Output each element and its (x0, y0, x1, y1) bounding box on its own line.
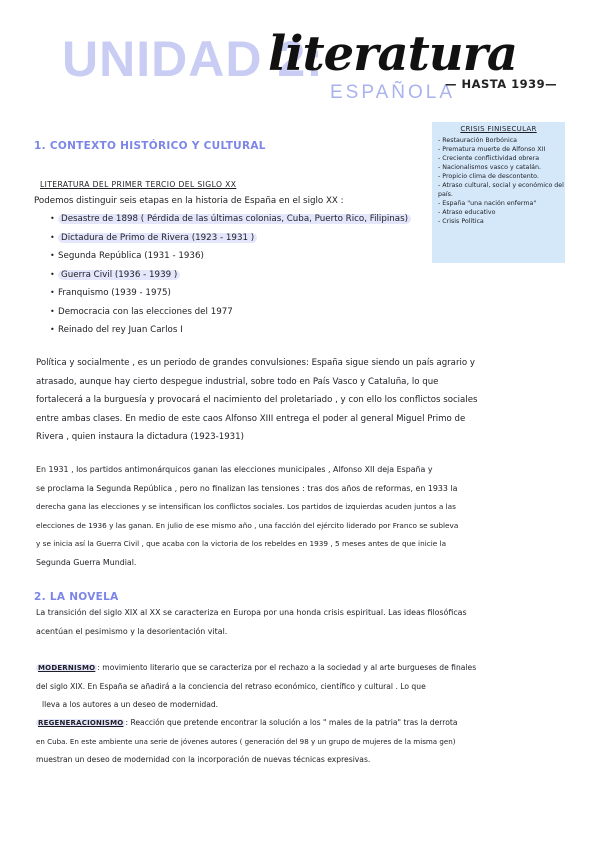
section2-heading: 2. LA NOVELA (34, 591, 119, 603)
paragraph-line: En 1931 , los partidos antimonárquicos ganan las elecciones municipales , Alfonso XII deja España y (36, 465, 433, 474)
paragraph-line: Rivera , quien instaura la dictadura (1923-1931) (36, 432, 244, 442)
period-item (50, 268, 450, 287)
espanola-subtitle: ESPAÑOLA (330, 82, 456, 103)
paragraph-line: Segunda Guerra Mundial. (36, 557, 137, 567)
crisis-item: - Propicio clima de descontento. (438, 172, 565, 181)
regeneracionismo-def: : Reacción que pretende encontrar la solución a los " males de la patria" tras la derrota (125, 718, 458, 727)
paragraph-line: en Cuba. En este ambiente una serie de jóvenes autores ( generación del 98 y un grupo de mujeres de la misma gen) (36, 736, 456, 746)
crisis-item: - Restauración Borbónica (438, 136, 565, 145)
period-label: Democracia con las elecciones del 1977 (58, 306, 233, 317)
paragraph-line: atrasado, aunque hay cierto despegue industrial, sobre todo en País Vasco y Cataluña, lo que (36, 376, 439, 387)
crisis-item: - Creciente conflictividad obrera (438, 154, 565, 163)
modernismo-block (36, 659, 576, 715)
paragraph-line: se proclama la Segunda República , pero no finalizan las tensiones : tras dos años de reformas, en 1933 la (36, 483, 458, 493)
period-item (50, 249, 450, 268)
period-item (50, 286, 450, 305)
section1-intro: Podemos distinguir seis etapas en la historia de España en el siglo XX : (34, 196, 344, 206)
modernismo-def: : movimiento literario que se caracteriza por el rechazo a la sociedad y al arte burgueses de finales (97, 663, 477, 672)
period-item (50, 323, 450, 342)
paragraph-line: y se inicia así la Guerra Civil , que acaba con la victoria de los rebeldes en 1939 , 5 meses antes de que inicie la (36, 539, 447, 548)
crisis-box-title: CRISIS FINISECULAR (460, 125, 537, 133)
paragraph-line: lleva a los autores a un deseo de modernidad. (42, 700, 219, 709)
paragraph-line (36, 659, 576, 678)
unit-title: UNIDAD 2: (62, 31, 324, 87)
regeneracionismo-term: REGENERACIONISMO (38, 719, 124, 727)
crisis-item: - Atraso cultural, social y económico del país. (438, 181, 565, 199)
novela-intro (36, 604, 576, 641)
period-label: Franquismo (1939 - 1975) (58, 288, 171, 298)
paragraph-line: acentúan el pesimismo y la desorientación vital. (36, 626, 228, 636)
period-item (50, 212, 450, 231)
period-label: Segunda República (1931 - 1936) (58, 251, 204, 261)
paragraph-politica (36, 354, 571, 447)
period-label: Desastre de 1898 ( Pérdida de las últimas colonias, Cuba, Puerto Rico, Filipinas) (58, 214, 411, 224)
crisis-item: - Crisis Política (438, 217, 565, 226)
paragraph-line: entre ambas clases. En medio de este caos Alfonso XIII entrega el poder al general Miguel Primo de (36, 413, 466, 424)
crisis-item: - Prematura muerte de Alfonso XII (438, 145, 565, 154)
paragraph-1931 (36, 461, 576, 572)
period-item (50, 305, 450, 324)
literatura-title: literatura (268, 26, 518, 82)
period-label: Dictadura de Primo de Rivera (1923 - 1931 ) (58, 233, 257, 243)
paragraph-line: muestran un deseo de modernidad con la incorporación de nuevas técnicas expresivas. (36, 755, 371, 764)
regeneracionismo-block (36, 714, 576, 770)
modernismo-term: MODERNISMO (38, 664, 96, 672)
crisis-item: - Atraso educativo (438, 208, 565, 217)
crisis-item: - España "una nación enferma" (438, 199, 565, 208)
crisis-list (438, 136, 565, 226)
period-label: Guerra Civil (1936 - 1939 ) (58, 270, 180, 280)
paragraph-line: Política y socialmente , es un periodo de grandes convulsiones: España sigue siendo un país agrario y (36, 358, 475, 368)
periods-list (50, 212, 450, 342)
paragraph-line: del siglo XIX. En España se añadirá a la conciencia del retraso económico, científico y cultural . Lo que (36, 681, 426, 691)
section1-heading: 1. CONTEXTO HISTÓRICO Y CULTURAL (34, 140, 266, 152)
paragraph-line: derecha gana las elecciones y se intensifican los conflictos sociales. Los partidos de izquierdas acuden juntos a las (36, 502, 456, 511)
paragraph-line (36, 714, 576, 733)
hasta-label: — HASTA 1939— (445, 77, 558, 91)
period-item (50, 231, 450, 250)
paragraph-line: elecciones de 1936 y las ganan. En julio de ese mismo año , una facción del ejército liderado por Franco se subleva (36, 520, 459, 530)
period-label: Reinado del rey Juan Carlos I (58, 325, 183, 335)
crisis-item: - Nacionalismos vasco y catalán. (438, 163, 565, 172)
paragraph-line: La transición del siglo XIX al XX se caracteriza en Europa por una honda crisis espiritual. Las ideas filosóficas (36, 608, 467, 617)
paragraph-line: fortalecerá a la burguesía y provocará el nacimiento del proletariado , y con ello los conflictos sociales (36, 395, 478, 405)
section1-subheading: LITERATURA DEL PRIMER TERCIO DEL SIGLO XX (40, 180, 237, 189)
crisis-finisecular-box (432, 122, 565, 263)
